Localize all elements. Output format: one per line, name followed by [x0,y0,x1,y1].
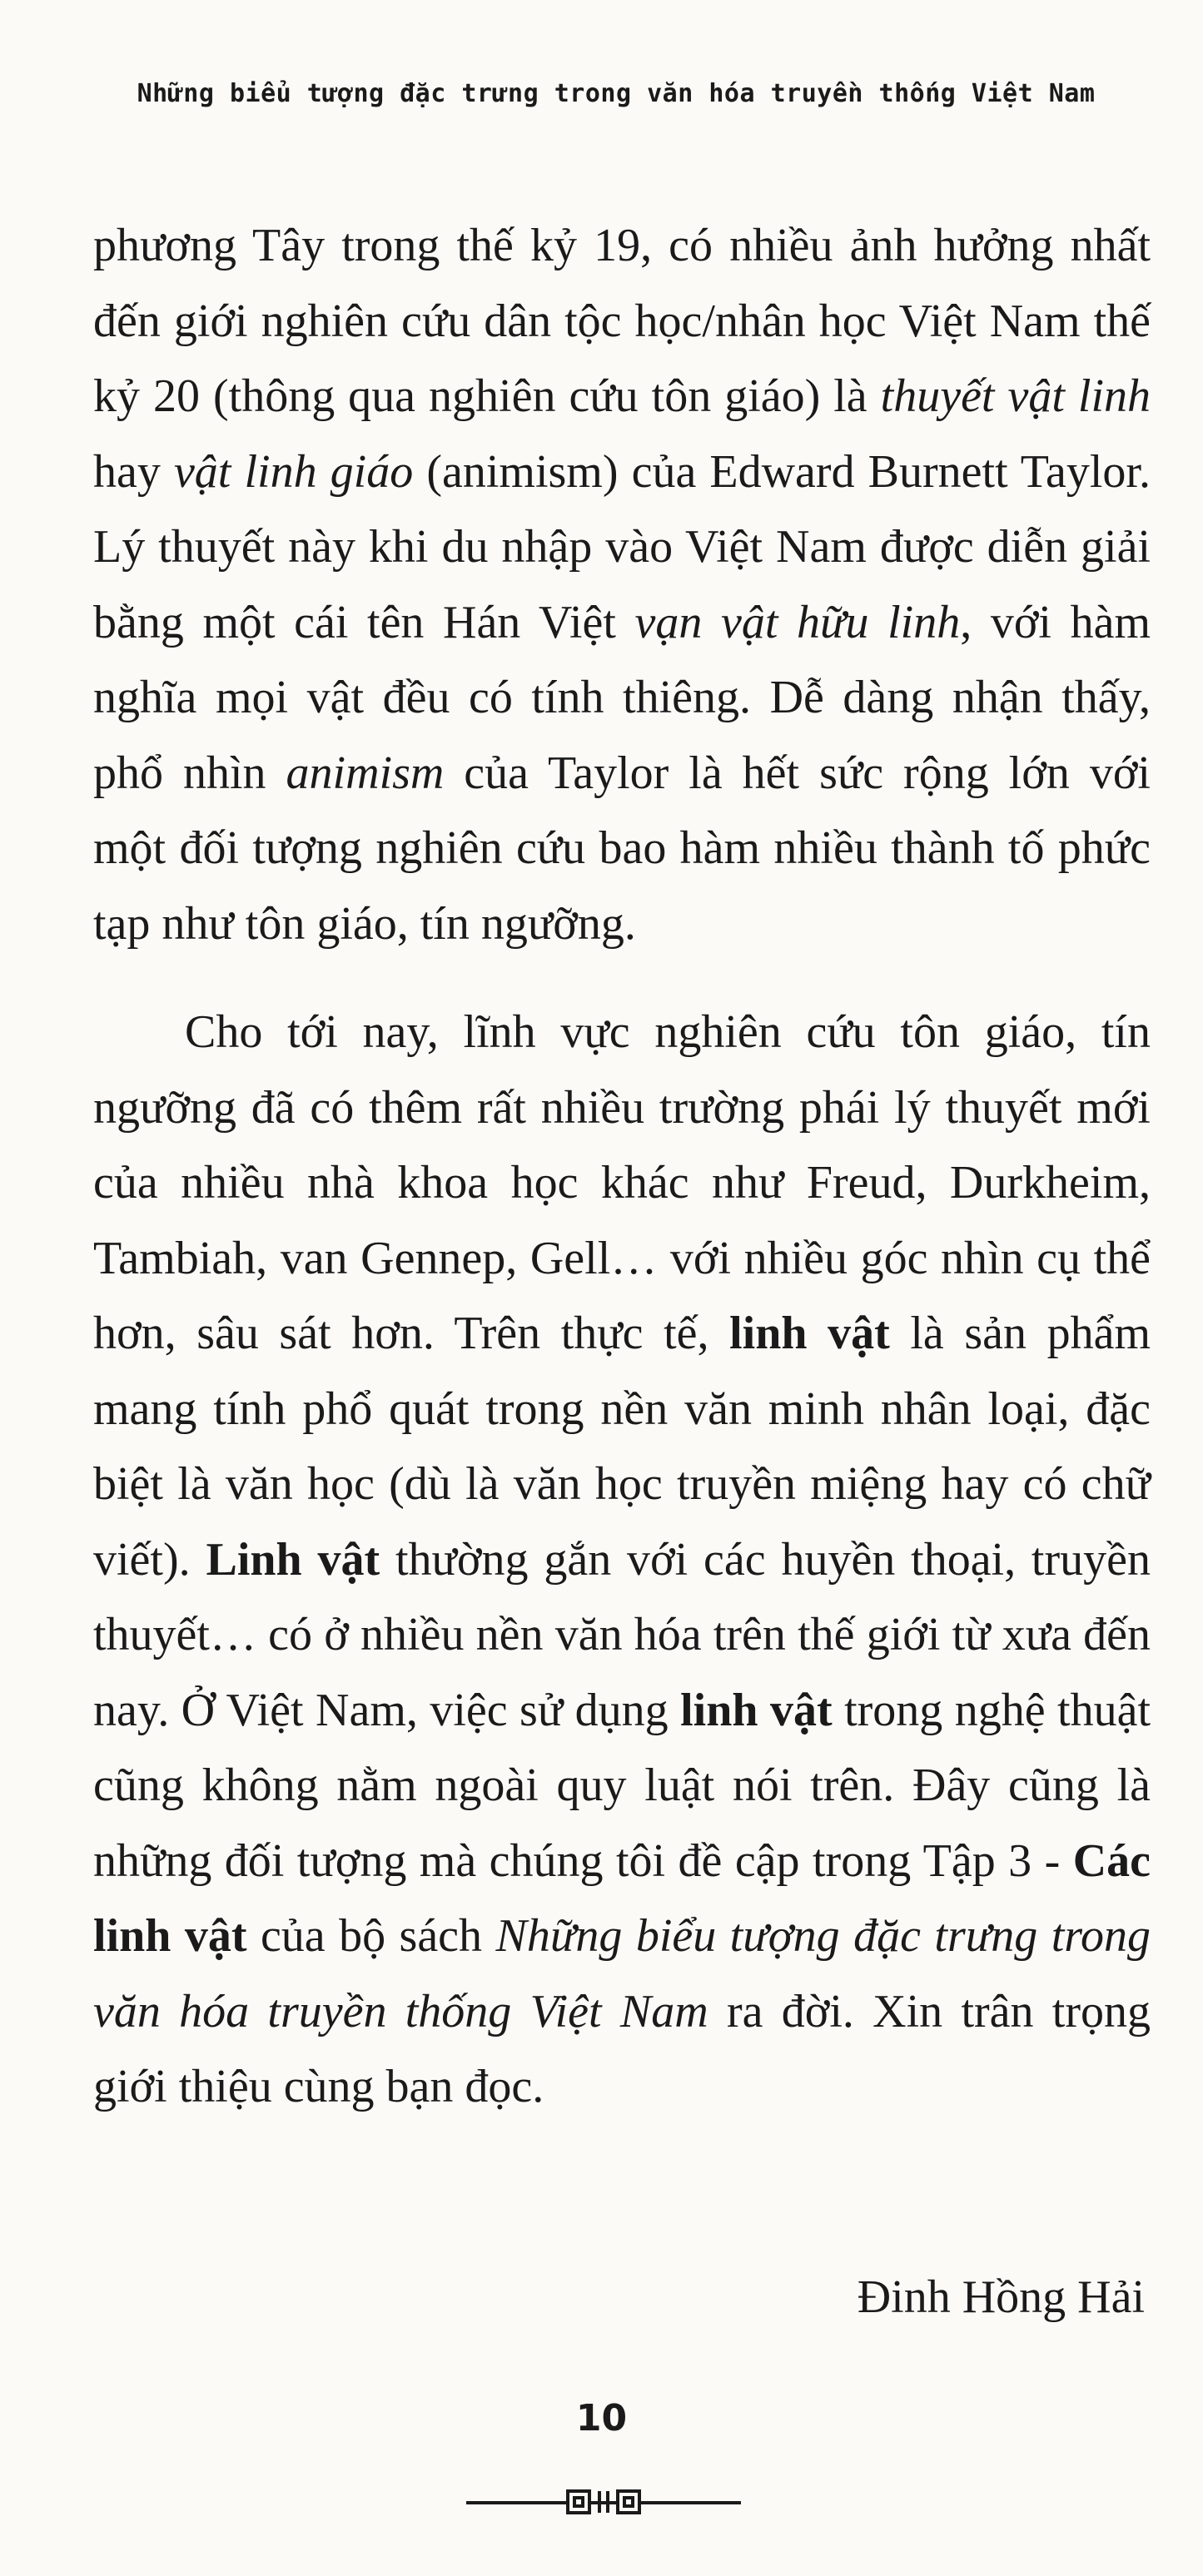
paragraph-2-text: trong nghệ thuật cũng không nằm ngoài quy luật nói trên. Đây cũng là những đối tượng mà chúng tôi đề cập trong Tập 3 - [93,1684,1151,1887]
term-linh-vat: Linh vật [206,1533,380,1586]
term-linh-vat: linh vật [729,1308,890,1359]
paragraph-1-text: hay [93,445,174,498]
term-vat-linh-giao: vật linh giáo [173,445,414,498]
term-van-vat-huu-linh: vạn vật hữu linh [634,596,961,648]
paragraph-1-text: phương Tây trong thế kỷ 19, có nhiều ảnh hưởng nhất đến giới nghiên cứu dân tộc học/nhân học Việt Nam thế kỷ 20 (thông qua nghiên cứu tôn giáo) là [93,220,1151,422]
book-series-title: Những biểu tượng đặc trưng trong văn hóa truyền thống Việt Nam [93,1910,1151,2037]
volume-title: Các linh vật [93,1834,1151,1962]
body-text [93,208,1151,2125]
paragraph-1-text: , với hàm nghĩa mọi vật đều có tính thiêng. Dễ dàng nhận thấy, phổ nhìn [93,596,1151,799]
paragraph-2-text: Cho tới nay, lĩnh vực nghiên cứu tôn giáo, tín ngưỡng đã có thêm rất nhiều trường phái lý thuyết mới của nhiều nhà khoa học khác như Freud, Durkheim, Tambiah, van Gennep, Gell… với nhiều góc nhìn cụ thể hơn, sâu sát hơn. Trên thực tế, [93,1006,1151,1359]
paragraph-1 [93,208,1151,961]
term-thuyet-vat-linh: thuyết vật linh [880,370,1151,422]
term-linh-vat: linh vật [680,1684,833,1736]
term-animism: animism [286,747,445,799]
paragraph-2-text: thường gắn với các huyền thoại, truyền thuyết… có ở nhiều nền văn hóa trên thế giới từ xưa đến nay. Ở Việt Nam, việc sử dụng [93,1533,1151,1736]
paragraph-2-text: ra đời. Xin trân trọng giới thiệu cùng bạn đọc. [93,1985,1151,2112]
paragraph-2-text: là sản phẩm mang tính phổ quát trong nền văn minh nhân loại, đặc biệt là văn học (dù là văn học truyền miệng hay có chữ viết). [93,1308,1151,1586]
paragraph-2-text: của bộ sách [246,1910,496,1962]
paragraph-1-text: của Taylor là hết sức rộng lớn với một đối tượng nghiên cứu bao hàm nhiều thành tố phức tạp như tôn giáo, tín ngưỡng. [93,747,1151,950]
fret-ornament-icon [466,2484,741,2518]
page-number: 10 [575,2397,628,2440]
author-signature: Đinh Hồng Hải [857,2271,1145,2323]
running-header: Những biểu tượng đặc trưng trong văn hóa truyền thống Việt Nam [137,79,1096,108]
paragraph-1-text: (animism) của Edward Burnett Taylor. Lý thuyết này khi du nhập vào Việt Nam được diễn giải bằng một cái tên Hán Việt [93,445,1151,648]
paragraph-2 [93,995,1151,2125]
